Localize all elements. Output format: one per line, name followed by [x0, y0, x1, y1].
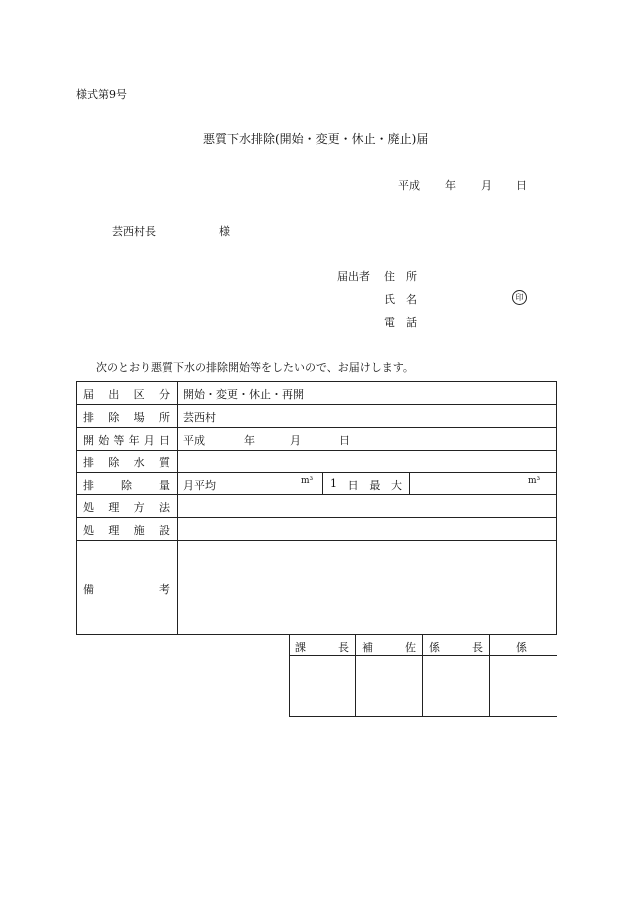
intro-text: 次のとおり悪質下水の排除開始等をしたいので、お届けします。 — [96, 361, 414, 374]
value-start-era: 平成 — [183, 434, 205, 447]
label-treatment-method: 処 理 方 法 — [83, 501, 170, 514]
approval-section-chief: 課 長 — [295, 641, 349, 654]
applicant-label: 届出者 — [337, 270, 370, 283]
value-category: 開始・変更・休止・再開 — [183, 388, 304, 401]
volume-avg-label: 月平均 — [183, 479, 216, 492]
date-day: 日 — [516, 179, 527, 192]
seal-mark: 印 — [512, 290, 527, 305]
approval-staff: 係 — [516, 641, 527, 654]
volume-unit: m³ — [301, 476, 314, 486]
label-category: 届 出 区 分 — [83, 388, 170, 401]
volume-unit-max: m³ — [528, 476, 541, 486]
address-label: 住 所 — [384, 270, 417, 283]
value-location: 芸西村 — [183, 411, 216, 424]
label-water-quality: 排 除 水 質 — [83, 456, 170, 469]
volume-max-label: 1 日 最 大 — [330, 477, 402, 492]
date-month: 月 — [481, 179, 492, 192]
approval-assistant: 補 佐 — [362, 641, 416, 654]
addressee-honorific: 様 — [219, 225, 230, 238]
label-treatment-facility: 処 理 施 設 — [83, 524, 170, 537]
phone-label: 電 話 — [384, 316, 417, 329]
label-location: 排 除 場 所 — [83, 411, 170, 424]
form-number: 様式第9号 — [76, 88, 127, 101]
form-title: 悪質下水排除(開始・変更・休止・廃止)届 — [203, 132, 429, 146]
value-start-day: 日 — [339, 434, 350, 447]
name-label: 氏 名 — [384, 293, 417, 306]
value-start-month: 月 — [290, 434, 301, 447]
label-volume: 排 除 量 — [83, 479, 170, 492]
approval-unit-chief: 係 長 — [429, 641, 483, 654]
label-notes: 備 考 — [83, 583, 170, 596]
label-start-date: 開 始 等 年 月 日 — [83, 434, 170, 447]
date-year: 年 — [445, 179, 456, 192]
value-start-year: 年 — [244, 434, 255, 447]
date-era: 平成 — [398, 179, 420, 192]
addressee-name: 芸西村長 — [112, 225, 156, 238]
